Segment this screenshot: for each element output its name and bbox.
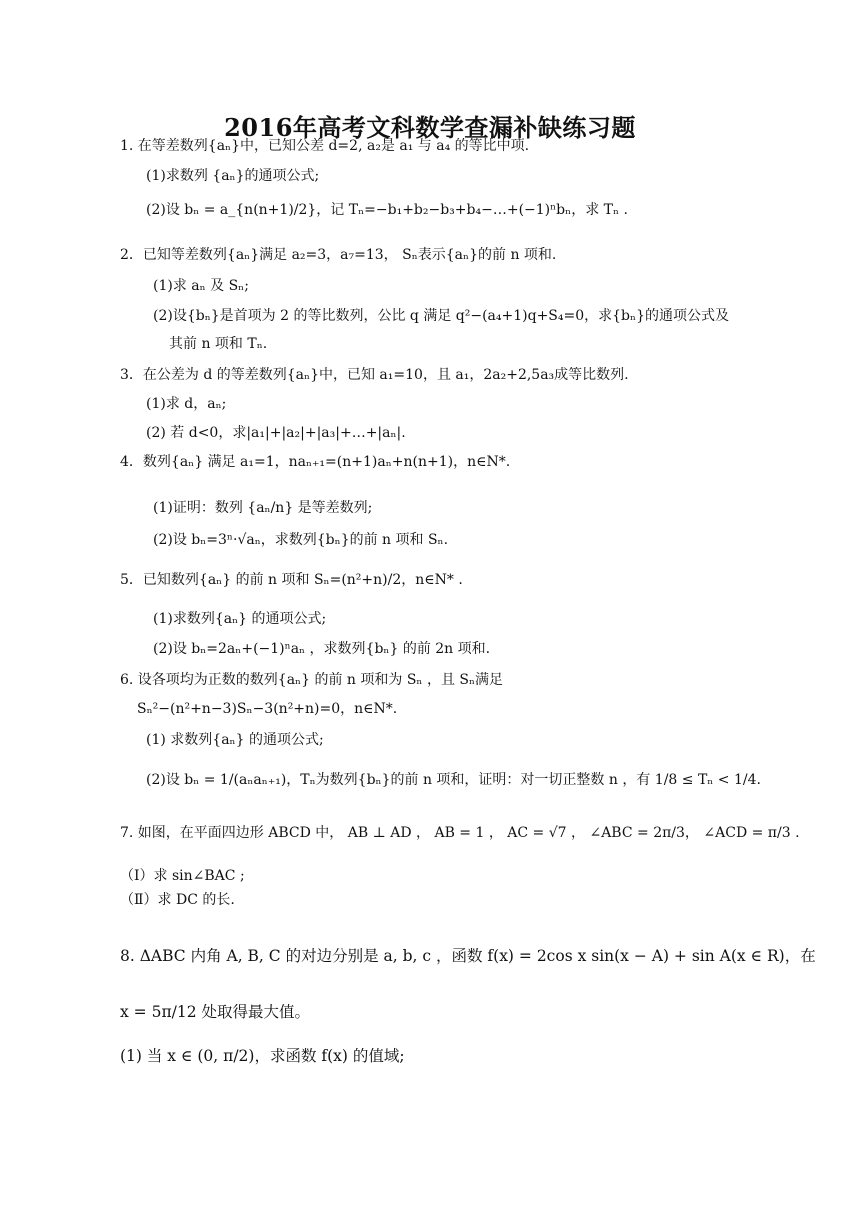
problem-1-part-2: (2)设 bₙ = a_{n(n+1)/2}，记 Tₙ=−b₁+b₂−b₃+b₄−…+(−1)ⁿbₙ，求 Tₙ . (146, 202, 628, 218)
problem-4-part-2: (2)设 bₙ=3ⁿ·√aₙ，求数列{bₙ}的前 n 项和 Sₙ. (153, 532, 449, 548)
problem-5-part-2: (2)设 bₙ=2aₙ+(−1)ⁿaₙ ，求数列{bₙ} 的前 2n 项和. (153, 641, 491, 657)
problem-3-stem: 3．在公差为 d 的等差数列{aₙ}中，已知 a₁=10，且 a₁，2a₂+2,5a₃成等比数列. (120, 367, 629, 383)
problem-7-part-2: （Ⅱ）求 DC 的长. (120, 892, 235, 908)
problem-6-equation: Sₙ²−(n²+n−3)Sₙ−3(n²+n)=0，n∈N*. (137, 701, 398, 717)
problem-2-part-1: (1)求 aₙ 及 Sₙ; (153, 278, 249, 294)
document-title: 2016年高考文科数学查漏补缺练习题 (224, 113, 636, 142)
problem-6-part-1: (1) 求数列{aₙ} 的通项公式; (146, 732, 324, 748)
problem-6-stem: 6. 设各项均为正数的数列{aₙ} 的前 n 项和为 Sₙ ，且 Sₙ满足 (120, 672, 504, 688)
problem-8-stem: 8. ΔABC 内角 A, B, C 的对边分别是 a, b, c ，函数 f(x) = 2cos x sin(x − A) + sin A(x ∈ R)，在 (120, 947, 816, 965)
problem-7-stem: 7. 如图，在平面四边形 ABCD 中， AB ⊥ AD ， AB = 1 ， AC = √7 ， ∠ABC = 2π/3， ∠ACD = π/3 . (120, 825, 800, 841)
problem-8-condition: x = 5π/12 处取得最大值。 (120, 1003, 311, 1021)
problem-5-stem: 5．已知数列{aₙ} 的前 n 项和 Sₙ=(n²+n)/2，n∈N* . (120, 572, 463, 588)
problem-3-part-2: (2) 若 d<0，求|a₁|+|a₂|+|a₃|+…+|aₙ|. (146, 425, 406, 441)
problem-2-part-2-cont: 其前 n 项和 Tₙ. (169, 336, 268, 352)
problem-8-part-1: (1) 当 x ∈ (0, π/2)，求函数 f(x) 的值域; (120, 1047, 405, 1065)
problem-4-stem: 4．数列{aₙ} 满足 a₁=1，naₙ₊₁=(n+1)aₙ+n(n+1)，n∈N*. (120, 454, 511, 470)
problem-6-part-2: (2)设 bₙ = 1/(aₙaₙ₊₁)，Tₙ为数列{bₙ}的前 n 项和，证明：对一切正整数 n ，有 1/8 ≤ Tₙ < 1/4. (146, 772, 761, 788)
problem-2-part-2: (2)设{bₙ}是首项为 2 的等比数列，公比 q 满足 q²−(a₄+1)q+S₄=0，求{bₙ}的通项公式及 (153, 308, 729, 324)
problem-7-part-1: （Ⅰ）求 sin∠BAC ; (120, 868, 245, 884)
problem-1-part-1: (1)求数列 {aₙ}的通项公式; (146, 168, 320, 184)
problem-3-part-1: (1)求 d，aₙ; (146, 396, 227, 412)
problem-2-stem: 2．已知等差数列{aₙ}满足 a₂=3，a₇=13， Sₙ表示{aₙ}的前 n 项和. (120, 247, 557, 263)
problem-1-stem: 1. 在等差数列{aₙ}中，已知公差 d=2, a₂是 a₁ 与 a₄ 的等比中项. (120, 138, 530, 154)
problem-5-part-1: (1)求数列{aₙ} 的通项公式; (153, 611, 327, 627)
problem-4-part-1: (1)证明：数列 {aₙ/n} 是等差数列; (153, 500, 373, 516)
